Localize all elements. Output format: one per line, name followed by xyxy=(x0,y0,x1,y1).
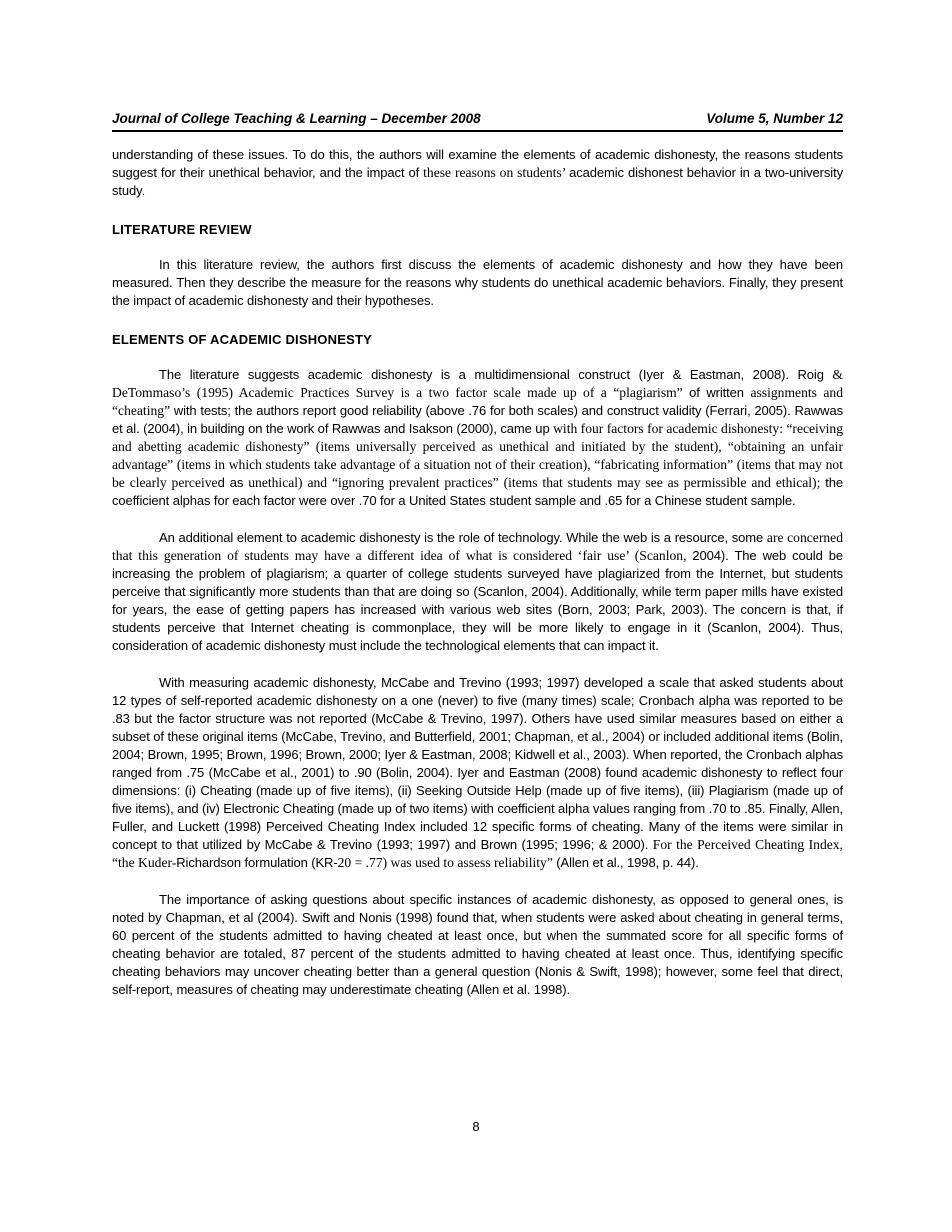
volume-number: Volume 5, Number 12 xyxy=(706,111,843,126)
section-heading-literature-review: LITERATURE REVIEW xyxy=(112,222,252,237)
text-run: understanding of these issues. To do this, the authors will examine the elements of academic dishonesty, the reasons students suggest for their unethical behavior, and the impact of xyxy=(112,147,843,180)
text-run: For the Perceived Cheating Index, “the Kuder- xyxy=(112,837,843,870)
text-run: 20 = .77) was used to assess reliability” xyxy=(337,855,557,870)
text-run: 2004). The web could be increasing the problem of plagiarism; a quarter of college students surveyed have plagiarized from the Internet, but students perceive that significantly more students than that are doing so (Scanlon, 2004). Additionally, while term paper mills have existed for years, the ease of getting papers has increased with various web sites (Born, 2003; Park, 2003). The concern is that, if students perceive that Internet cheating is commonplace, they will be more likely to engage in it (Scanlon, 2004). Thus, consideration of academic dishonesty must include the technological elements that can impact it. xyxy=(112,548,843,653)
text-run: Richardson formulation (KR- xyxy=(176,855,338,870)
text-run: the coefficient alphas for each factor were over .70 for a United States student sample and .65 for a Chinese student sample. xyxy=(112,475,844,508)
text-run: & DeTommaso’s (1995) Academic Practices Survey is a two factor scale made up of a “plagiarism” xyxy=(112,367,843,400)
text-run: with tests; the authors report good reliability (above .76 for both scales) and construct validity (Ferrari, 2005). Rawwas et al. (2004), in building on the work of Rawwas and Isakson (2000), came up xyxy=(112,403,843,436)
text-run: d as xyxy=(217,475,249,490)
page-body xyxy=(112,146,843,999)
text-run: academic dishonest behavior in a two-university study. xyxy=(112,165,843,198)
text-run: The importance of asking questions about specific instances of academic dishonesty, as opposed to general ones, is noted by Chapman, et al (2004). Swift and Nonis (1998) found that, when students were asked about cheating in general terms, 60 percent of the students admitted to having cheated at least once, but when the summated score for all specific forms of cheating behavior are totaled, 87 percent of the students admitted to having cheated at least once. Thus, identifying specific cheating behaviors may uncover cheating better than a general question (Nonis & Swift, 1998); however, some feel that direct, self-report, measures of cheating may underestimate cheating (Allen et al. 1998). xyxy=(112,892,843,997)
page-footer xyxy=(0,1118,952,1136)
text-run: With measuring academic dishonesty, McCabe and Trevino (1993; 1997) developed a scale that asked students about 12 types of self-reported academic dishonesty on a one (never) to five (many times) scale; Cronbach alpha was reported to be .83 but the factor structure was not reported (McCabe & Trevino, 1997). Others have used similar measures based on either a subset of these original items (McCabe, Trevino, and Butterfield, 2001; Chapman, et al., 2004) or included additional items (Bolin, 2004; Brown, 1995; Brown, 1996; Brown, 2000; Iyer & Eastman, 2008; Kidwell et al., 2003). When reported, the Cronbach alphas ranged from .75 (McCabe et al., 2001) to .90 (Bolin, 2004). Iyer and Eastman (2008) found academic dishonesty to reflect four dimensions: (i) Cheating (made up of five items), (ii) Seeking Outside Help (made up of five items), (iii) Plagiarism (made up of five items), and (iv) Electronic Cheating (made up of two items) with coefficient alpha values ranging from .70 to .85. Finally, Allen, Fuller, and Luckett (1998) Perceived Cheating Index included 12 specific forms of cheating. Many of the items were similar in concept to that utilized by McCabe & Trevino (1993; 1997) and Brown (1995; 1996; & 2000). xyxy=(112,675,843,852)
text-run: (Allen et al., 1998, p. 44). xyxy=(556,855,699,870)
page-header xyxy=(112,110,843,132)
section-heading-elements-of-academic-dishonesty: ELEMENTS OF ACADEMIC DISHONESTY xyxy=(112,332,372,347)
text-run: assignments and “cheating” xyxy=(112,385,843,418)
paragraph-elements-4 xyxy=(112,891,843,999)
text-run: of written xyxy=(689,385,751,400)
text-run: The literature suggests academic dishonesty is a multidimensional construct (Iyer & Eastman, 2008). Roig xyxy=(159,367,833,382)
paragraph-intro xyxy=(112,146,843,200)
text-run: unethical) and “ignoring prevalent practices” (items that students may see as permissible and ethical); xyxy=(248,475,826,490)
text-run: are concerned that this generation of students may have a different idea of what is considered ‘fair use’ (Scanlon, xyxy=(112,530,843,563)
journal-title: Journal of College Teaching & Learning – December 2008 xyxy=(112,111,481,126)
paragraph-literature-review xyxy=(112,256,843,310)
text-run: In this literature review, the authors first discuss the elements of academic dishonesty and how they have been measured. Then they describe the measure for the reasons why students do unethical academic behaviors. Finally, they present the impact of academic dishonesty and their hypotheses. xyxy=(112,257,843,308)
text-run: An additional element to academic dishonesty is the role of technology. While the web is a resource, some xyxy=(159,530,767,545)
page-number: 8 xyxy=(472,1119,480,1134)
paragraph-elements-2 xyxy=(112,529,843,655)
text-run: these reasons on students’ xyxy=(423,165,570,180)
paragraph-elements-3 xyxy=(112,674,843,872)
text-run: with four factors for academic dishonesty: “receiving and abetting academic dishonesty” (items universally perceived as unethical and initiated by the student), “obtaining an unfair advantage” (items in which students take advantage of a situation not of their creation), “fabricating information” (items that may not be clearly perceive xyxy=(112,421,843,490)
paragraph-elements-1 xyxy=(112,366,843,510)
